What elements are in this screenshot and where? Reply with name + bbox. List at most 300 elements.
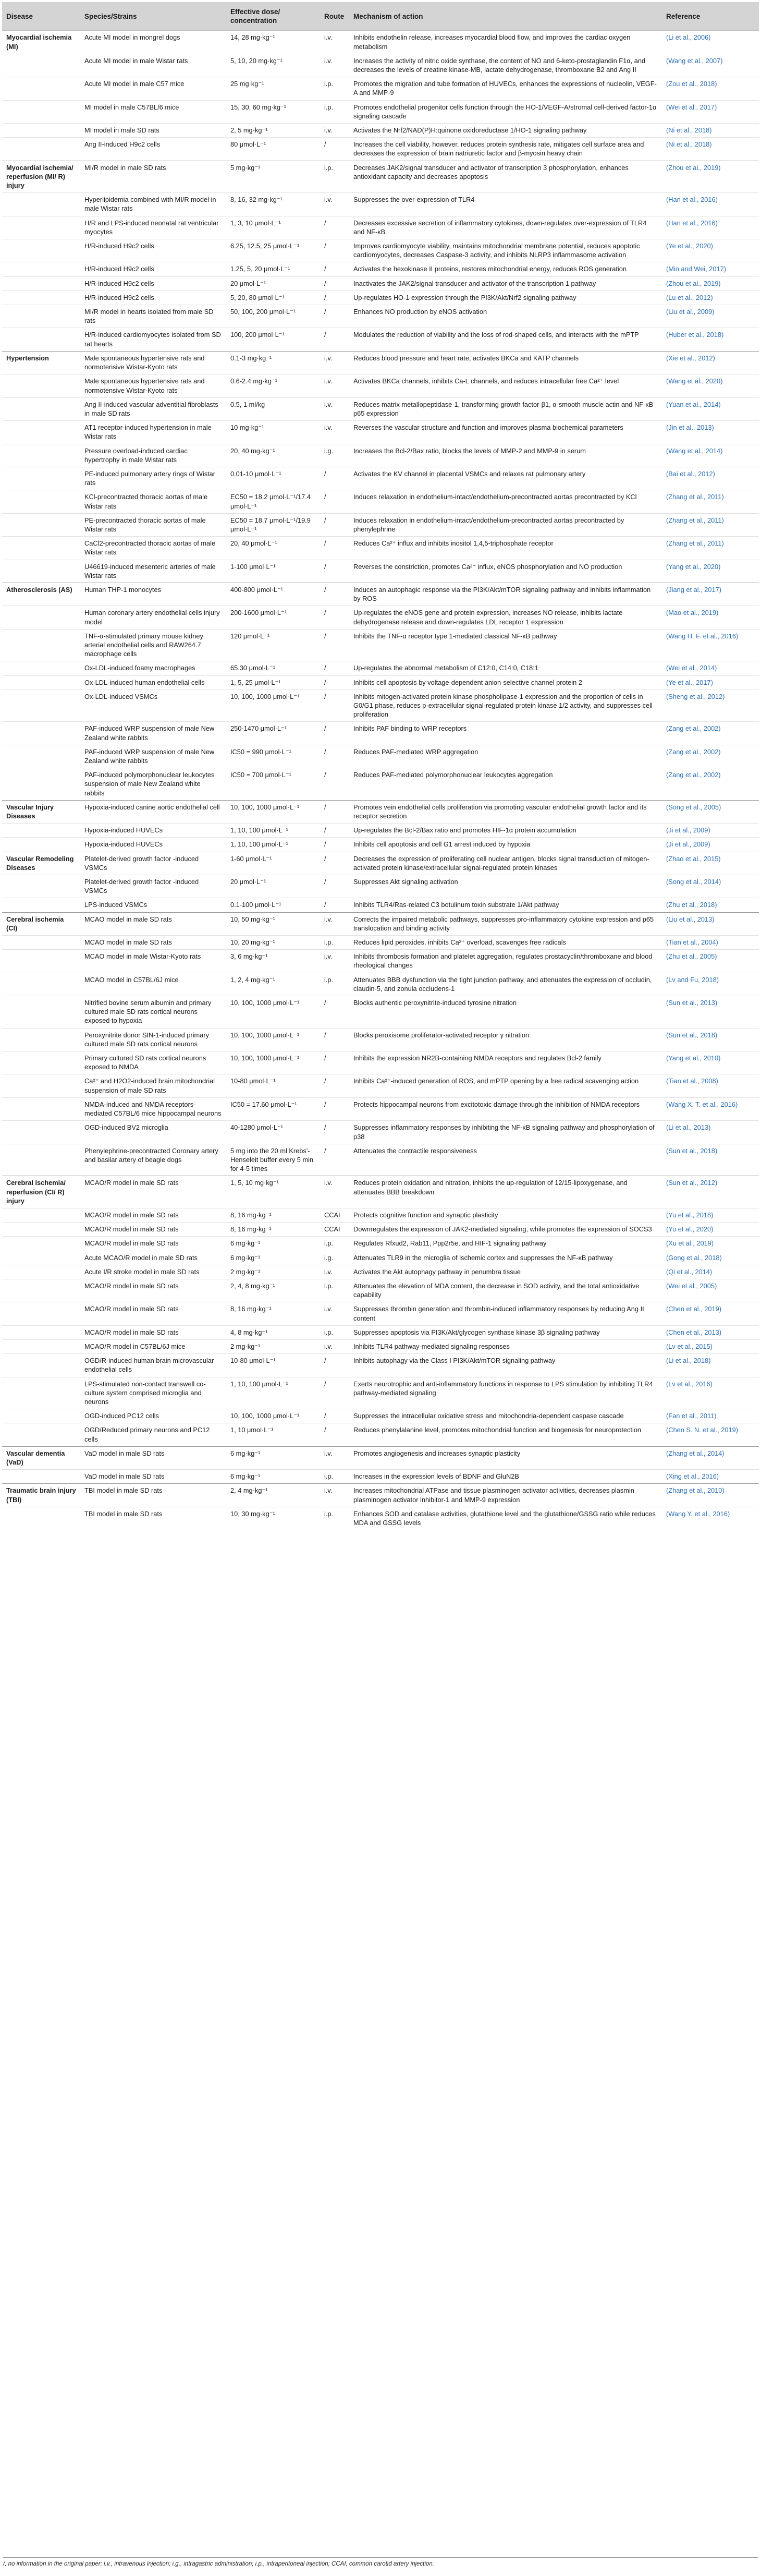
disease-cell: [2, 745, 80, 768]
dose-cell: 2, 5 mg·kg⁻¹: [230, 126, 268, 135]
reference-cell[interactable]: (Wang Y. et al., 2016): [666, 1509, 730, 1518]
dose-cell: 5, 20, 80 μmol·L⁻¹: [230, 293, 285, 301]
route-cell: /: [324, 1123, 326, 1132]
table-row: [2, 305, 759, 328]
species-cell: MI model in male SD rats: [84, 126, 159, 135]
disease-cell: Cerebral ischemia (CI): [6, 915, 64, 932]
reference-cell[interactable]: (Jin et al., 2013): [666, 424, 714, 432]
table-row: [2, 996, 759, 1029]
route-cell: i.v.: [324, 33, 333, 42]
route-cell: i.v.: [324, 1449, 333, 1457]
route-cell: /: [324, 803, 326, 811]
mechanism-cell: Blocks authentic peroxynitrite-induced tyrosine nitration: [353, 999, 517, 1007]
dose-cell: 10 mg·kg⁻¹: [230, 424, 264, 432]
mechanism-cell: Regulates Rfxud2, Rab11, Ppp2r5e, and HIF-1 signaling pathway: [353, 1239, 547, 1248]
disease-cell: Cerebral ischemia/ reperfusion (CI/ R) injury: [6, 1179, 66, 1205]
reference-cell[interactable]: (Wei et al., 2014): [666, 664, 717, 672]
reference-cell[interactable]: (Zhou et al., 2019): [666, 279, 721, 287]
mechanism-cell: Enhances SOD and catalase activities, glutathione level and the glutathione/GSSG ratio while reduces MDA and GSSG levels: [353, 1509, 656, 1527]
table-row: [2, 1377, 759, 1409]
mechanism-cell: Attenuates BBB dysfunction via the tight junction pathway, and attenuates the expression of occludin, claudin-5, and zonula occludens-1: [353, 975, 652, 993]
species-cell: Hypoxia-induced canine aortic endothelial cell: [84, 803, 220, 811]
reference-cell[interactable]: (Fan et al., 2011): [666, 1412, 717, 1420]
dose-cell: 20 μmol·L⁻¹: [230, 878, 266, 886]
reference-cell[interactable]: (Ye et al., 2020): [666, 242, 713, 250]
dose-cell: IC50 = 990 μmol·L⁻¹: [230, 747, 291, 756]
route-cell: i.v.: [324, 952, 333, 961]
species-cell: Acute MI model in male C57 mice: [84, 80, 185, 88]
dose-cell: 250-1470 μmol·L⁻¹: [230, 724, 287, 733]
route-cell: /: [324, 609, 326, 617]
disease-cell: [2, 1144, 80, 1176]
species-cell: MI model in male C57BL/6 mice: [84, 103, 179, 111]
reference-cell[interactable]: (Lv et al., 2016): [666, 1380, 713, 1388]
mechanism-cell: Reduces blood pressure and heart rate, activates BKCa and KATP channels: [353, 354, 579, 362]
table-row: [2, 875, 759, 898]
route-cell: /: [324, 469, 326, 478]
route-cell: CCAI: [324, 1225, 340, 1233]
route-cell: /: [324, 242, 326, 250]
table-row: [2, 745, 759, 768]
reference-cell[interactable]: (Min and Wei, 2017): [666, 265, 726, 273]
route-cell: i.v.: [324, 56, 333, 65]
table-row: [2, 161, 759, 193]
mechanism-cell: Inactivates the JAK2/signal transducer and activator of the transcription 1 pathway: [353, 279, 596, 287]
disease-cell: [2, 629, 80, 661]
mechanism-cell: Increases the Bcl-2/Bax ratio, blocks the levels of MMP-2 and MMP-9 in serum: [353, 446, 586, 455]
dose-cell: IC50 = 700 μmol·L⁻¹: [230, 771, 291, 779]
species-cell: PE-precontracted thoracic aortas of male Wistar rats: [84, 516, 206, 533]
disease-cell: [2, 1409, 80, 1423]
dose-cell: 0.5, 1 ml/kg: [230, 400, 265, 408]
route-cell: i.p.: [324, 1509, 334, 1518]
dose-cell: 1, 10, 100 μmol·L⁻¹: [230, 1380, 288, 1388]
species-cell: OGD-induced BV2 microglia: [84, 1123, 168, 1132]
mechanism-cell: Inhibits the TNF-α receptor type 1-mediated classical NF-κB pathway: [353, 632, 557, 640]
disease-cell: [2, 824, 80, 838]
table-row: [2, 100, 759, 123]
disease-cell: [2, 421, 80, 444]
reference-cell[interactable]: (Liu et al., 2013): [666, 915, 715, 923]
species-cell: OGD-induced PC12 cells: [84, 1412, 159, 1420]
species-cell: MI/R model in male SD rats: [84, 163, 166, 172]
disease-cell: Vascular dementia (VaD): [6, 1449, 65, 1466]
disease-cell: [2, 467, 80, 490]
route-cell: CCAI: [324, 1211, 340, 1219]
table-row: [2, 1302, 759, 1325]
mechanism-cell: Up-regulates HO-1 expression through the PI3K/Akt/Nrf2 signaling pathway: [353, 293, 576, 301]
dose-cell: 50, 100, 200 μmol·L⁻¹: [230, 308, 296, 316]
table-row: [2, 138, 759, 161]
disease-cell: [2, 1051, 80, 1074]
species-cell: MCAO/R model in male SD rats: [84, 1211, 179, 1219]
disease-cell: [2, 513, 80, 536]
mechanism-cell: Induces relaxation in endothelium-intact/endothelium-precontracted aortas precontracted by phenylephrine: [353, 516, 624, 533]
table-row: [2, 1325, 759, 1339]
disease-cell: [2, 1223, 80, 1237]
mechanism-cell: Increases the cell viability, however, reduces protein synthesis rate, mitigates cell surface area and decreases the expression of brain natriuretic factor and β-myosin heavy chain: [353, 140, 644, 158]
disease-cell: [2, 875, 80, 898]
route-cell: /: [324, 840, 326, 849]
table-row: [2, 1446, 759, 1469]
dose-cell: 400-800 μmol·L⁻¹: [230, 585, 283, 594]
reference-cell[interactable]: (Chen et al., 2019): [666, 1305, 721, 1313]
dose-cell: 1.25, 5, 20 μmol·L⁻¹: [230, 265, 290, 273]
route-cell: /: [324, 826, 326, 835]
table-row: [2, 216, 759, 239]
reference-cell[interactable]: (Yuan et al., 2014): [666, 400, 721, 408]
mechanism-cell: Enhances NO production by eNOS activation: [353, 308, 487, 316]
reference-cell[interactable]: (Chen et al., 2013): [666, 1328, 721, 1336]
mechanism-cell: Blocks peroxisome proliferator-activated receptor γ nitration: [353, 1031, 530, 1039]
reference-cell[interactable]: (Wang H. F. et al., 2016): [666, 632, 739, 640]
species-cell: MCAO model in C57BL/6J mice: [84, 975, 179, 984]
mechanism-cell: Promotes the migration and tube formation of HUVECs, enhances the expressions of nucleolin, VEGF-A and MMP-9: [353, 80, 657, 97]
reference-cell[interactable]: (Zhang et al., 2014): [666, 1449, 725, 1457]
reference-cell[interactable]: (Li et al., 2006): [666, 33, 711, 42]
mechanism-cell: Protects hippocampal neurons from excitotoxic damage through the inhibition of NMDA receptors: [353, 1100, 640, 1108]
species-cell: Human coronary artery endothelial cells injury model: [84, 609, 220, 626]
reference-cell[interactable]: (Ji et al., 2009): [666, 826, 710, 835]
disease-cell: [2, 193, 80, 216]
dose-cell: 40-1280 μmol·L⁻¹: [230, 1123, 283, 1132]
table-row: [2, 1176, 759, 1208]
reference-cell[interactable]: (Wang et al., 2007): [666, 56, 723, 65]
table-row: [2, 276, 759, 291]
table-row: [2, 1409, 759, 1423]
dose-cell: 65.30 μmol·L⁻¹: [230, 664, 275, 672]
dose-cell: 0.1-100 μmol·L⁻¹: [230, 901, 281, 909]
reference-cell[interactable]: (Zhang et al., 2011): [666, 516, 724, 524]
mechanism-cell: Increases in the expression levels of BDNF and GluN2B: [353, 1472, 519, 1481]
mechanism-cell: Increases mitochondrial ATPase and tissue plasminogen activator activities, decreases plasmin plasminogen activator inhibitor-1 and MMP-9 expression: [353, 1486, 634, 1504]
disease-cell: [2, 262, 80, 276]
reference-cell[interactable]: (Gong et al., 2018): [666, 1253, 722, 1262]
dose-cell: 10, 100, 1000 μmol·L⁻¹: [230, 1054, 300, 1062]
reference-cell[interactable]: (Sun et al., 2013): [666, 999, 718, 1007]
table-row: [2, 1237, 759, 1251]
table-row: [2, 262, 759, 276]
species-cell: Pressure overload-induced cardiac hypertrophy in male Wistar rats: [84, 446, 188, 464]
reference-cell[interactable]: (Zang et al., 2002): [666, 747, 721, 756]
species-cell: MCAO model in male Wistar-Kyoto rats: [84, 952, 201, 961]
reference-cell[interactable]: (Lu et al., 2012): [666, 293, 713, 301]
dose-cell: 20 μmol·L⁻¹: [230, 279, 266, 287]
dose-cell: 10, 100, 1000 μmol·L⁻¹: [230, 1031, 300, 1039]
mechanism-cell: Improves cardiomyocyte viability, maintains mitochondrial membrane potential, reduces apoptotic cardiomyocytes, decreases Caspase-3 activity, and inhibits NLRP3 inflammasome activation: [353, 242, 640, 259]
mechanism-cell: Attenuates the elevation of MDA content, the decrease in SOD activity, and the total antioxidative capability: [353, 1281, 640, 1299]
dose-cell: 80 μmol·L⁻¹: [230, 140, 266, 149]
route-cell: /: [324, 1357, 326, 1365]
route-cell: /: [324, 854, 326, 863]
species-cell: MCAO/R model in male SD rats: [84, 1305, 179, 1313]
species-cell: TBI model in male SD rats: [84, 1509, 163, 1518]
route-cell: /: [324, 219, 326, 227]
species-cell: H/R and LPS-induced neonatal rat ventricular myocytes: [84, 219, 219, 236]
table-footnote: /, no information in the original paper; i.v., intravenous injection; i.g., intragastric administration; i.p., intraperitoneal injection; CCAI, common carotid artery injection.: [3, 2557, 758, 2567]
disease-cell: [2, 397, 80, 420]
table-row: [2, 1223, 759, 1237]
species-cell: Ca²⁺ and H2O2-induced brain mitochondrial suspension of male SD rats: [84, 1077, 215, 1094]
reference-cell[interactable]: (Qi et al., 2014): [666, 1267, 713, 1276]
disease-cell: [2, 1339, 80, 1353]
route-cell: /: [324, 999, 326, 1007]
species-cell: H/R-induced H9c2 cells: [84, 279, 154, 287]
table-row: [2, 1251, 759, 1265]
reference-cell[interactable]: (Tian et al., 2004): [666, 938, 718, 947]
header-dose: Effective dose/ concentration: [226, 2, 320, 31]
reference-cell[interactable]: (Liu et al., 2009): [666, 308, 715, 316]
reference-cell[interactable]: (Xu et al., 2019): [666, 1239, 714, 1248]
reference-cell[interactable]: (Sheng et al., 2012): [666, 692, 725, 700]
table-row: [2, 675, 759, 690]
header-mechanism: Mechanism of action: [349, 2, 662, 31]
disease-cell: Traumatic brain injury (TBI): [6, 1486, 76, 1504]
mechanism-cell: Reduces phenylalanine level, promotes mitochondrial function and biogenesis for neuroprotection: [353, 1426, 642, 1434]
route-cell: /: [324, 1380, 326, 1388]
reference-cell[interactable]: (Yu et al., 2018): [666, 1211, 714, 1219]
reference-cell[interactable]: (Zang et al., 2002): [666, 771, 721, 779]
mechanism-cell: Decreases JAK2/signal transducer and activator of transcription 3 phosphorylation, enhances antioxidant capacity and decreases apoptosis: [353, 163, 629, 180]
mechanism-cell: Suppresses the intracellular oxidative stress and mitochondria-dependent caspase cascade: [353, 1412, 624, 1420]
disease-cell: [2, 560, 80, 583]
disease-cell: [2, 1208, 80, 1222]
reference-cell[interactable]: (Zhao et al., 2015): [666, 854, 721, 863]
table-row: [2, 490, 759, 513]
reference-cell[interactable]: (Wang et al., 2020): [666, 377, 723, 385]
reference-cell[interactable]: (Zhu et al., 2005): [666, 952, 717, 961]
dose-cell: 200-1600 μmol·L⁻¹: [230, 609, 287, 617]
route-cell: i.p.: [324, 1239, 334, 1248]
table-row: [2, 1484, 759, 1507]
mechanism-cell: Inhibits TLR4 pathway-mediated signaling responses: [353, 1342, 510, 1350]
reference-cell[interactable]: (Ni et al., 2018): [666, 126, 712, 135]
reference-cell[interactable]: (Song et al., 2005): [666, 803, 721, 811]
species-cell: Ang II-induced H9c2 cells: [84, 140, 161, 149]
species-cell: TBI model in male SD rats: [84, 1486, 163, 1495]
route-cell: i.v.: [324, 1486, 333, 1495]
disease-cell: [2, 1302, 80, 1325]
reference-cell[interactable]: (Bai et al., 2012): [666, 469, 715, 478]
species-cell: Male spontaneous hypertensive rats and normotensive Wistar-Kyoto rats: [84, 377, 205, 394]
reference-cell[interactable]: (Chen S. N. et al., 2019): [666, 1426, 738, 1434]
table-row: [2, 31, 759, 54]
dose-cell: 2, 4 mg·kg⁻¹: [230, 1486, 268, 1495]
reference-cell[interactable]: (Zang et al., 2002): [666, 724, 721, 733]
reference-cell[interactable]: (Sun et al., 2018): [666, 1146, 718, 1155]
reference-cell[interactable]: (Li et al., 2018): [666, 1357, 711, 1365]
route-cell: i.v.: [324, 1342, 333, 1350]
reference-cell[interactable]: (Yang et al., 2010): [666, 1054, 721, 1062]
mechanism-cell: Suppresses inflammatory responses by inhibiting the NF-κB signaling pathway and phosphorylation of p38: [353, 1123, 655, 1141]
reference-cell[interactable]: (Lv and Fu, 2018): [666, 975, 719, 984]
mechanism-cell: Reduces protein oxidation and nitration, inhibits the up-regulation of 12/15-lipoxygenase, and attenuates BBB breakdown: [353, 1179, 628, 1196]
disease-cell: [2, 100, 80, 123]
disease-cell: [2, 1251, 80, 1265]
mechanism-cell: Corrects the impaired metabolic pathways, suppresses pro-inflammatory cytokine expression and p65 translocation and binding activity: [353, 915, 654, 932]
disease-cell: [2, 374, 80, 397]
route-cell: i.v.: [324, 424, 333, 432]
table-row: [2, 1097, 759, 1120]
dose-cell: 4, 8 mg·kg⁻¹: [230, 1328, 268, 1336]
dose-cell: 2 mg·kg⁻¹: [230, 1342, 261, 1350]
reference-cell[interactable]: (Zhang et al., 2010): [666, 1486, 725, 1495]
disease-cell: [2, 239, 80, 262]
species-cell: MCAO/R model in C57BL/6J mice: [84, 1342, 186, 1350]
reference-cell[interactable]: (Sun et al., 2012): [666, 1179, 718, 1187]
reference-cell[interactable]: (Wei et al., 2005): [666, 1281, 717, 1290]
reference-cell[interactable]: (Li et al., 2013): [666, 1123, 711, 1132]
dose-cell: 6 mg·kg⁻¹: [230, 1472, 261, 1481]
disease-cell: [2, 54, 80, 77]
disease-cell: [2, 1265, 80, 1279]
route-cell: /: [324, 1031, 326, 1039]
mechanism-cell: Inhibits cell apoptosis by voltage-dependent anion-selective channel protein 2: [353, 678, 582, 686]
reference-cell[interactable]: (Zhang et al., 2011): [666, 539, 724, 548]
mechanism-cell: Inhibits the expression NR2B-containing NMDA receptors and regulates Bcl-2 family: [353, 1054, 602, 1062]
route-cell: /: [324, 539, 326, 548]
reference-cell[interactable]: (Xing et al., 2016): [666, 1472, 719, 1481]
mechanism-cell: Protects cognitive function and synaptic plasticity: [353, 1211, 498, 1219]
reference-cell[interactable]: (Han et al., 2016): [666, 219, 718, 227]
table-row: [2, 1279, 759, 1302]
reference-cell[interactable]: (Ye et al., 2017): [666, 678, 713, 686]
route-cell: /: [324, 308, 326, 316]
reference-cell[interactable]: (Wang et al., 2014): [666, 446, 723, 455]
dose-cell: 6.25, 12.5, 25 μmol·L⁻¹: [230, 242, 300, 250]
table-row: [2, 800, 759, 823]
route-cell: /: [324, 901, 326, 909]
reference-cell[interactable]: (Zhang et al., 2011): [666, 493, 724, 501]
table-row: [2, 1339, 759, 1353]
table-row: [2, 124, 759, 138]
species-cell: H/R-induced H9c2 cells: [84, 265, 154, 273]
reference-cell[interactable]: (Yu et al., 2020): [666, 1225, 714, 1233]
reference-cell[interactable]: (Zhu et al., 2018): [666, 901, 717, 909]
mechanism-cell: Activates the KV channel in placental VSMCs and relaxes rat pulmonary artery: [353, 469, 586, 478]
route-cell: i.p.: [324, 1281, 334, 1290]
route-cell: /: [324, 265, 326, 273]
table-row: [2, 560, 759, 583]
species-cell: MCAO/R model in male SD rats: [84, 1239, 179, 1248]
dose-cell: 6 mg·kg⁻¹: [230, 1253, 261, 1262]
table-row: [2, 1265, 759, 1279]
disease-cell: [2, 1279, 80, 1302]
species-cell: H/R-induced H9c2 cells: [84, 293, 154, 301]
route-cell: /: [324, 1146, 326, 1155]
reference-cell[interactable]: (Mao et al., 2019): [666, 609, 719, 617]
mechanism-cell: Exerts neurotrophic and anti-inflammatory functions in response to LPS stimulation by inhibiting TLR4 pathway-mediated signaling: [353, 1380, 653, 1397]
table-row: [2, 629, 759, 661]
mechanism-cell: Inhibits cell apoptosis and cell G1 arrest induced by hypoxia: [353, 840, 531, 849]
species-cell: MI/R model in hearts isolated from male SD rats: [84, 308, 214, 325]
reference-cell[interactable]: (Song et al., 2014): [666, 878, 721, 886]
dose-cell: 1-60 μmol·L⁻¹: [230, 854, 272, 863]
reference-cell[interactable]: (Jiang et al., 2017): [666, 585, 721, 594]
disease-cell: [2, 722, 80, 745]
route-cell: i.p.: [324, 80, 334, 88]
table-row: [2, 328, 759, 351]
dose-cell: 8, 16 mg·kg⁻¹: [230, 1211, 272, 1219]
disease-cell: Vascular Remodeling Diseases: [6, 854, 74, 872]
route-cell: i.p.: [324, 103, 334, 111]
dose-cell: 100, 200 μmol·L⁻¹: [230, 331, 285, 339]
disease-cell: [2, 276, 80, 291]
disease-cell: [2, 768, 80, 801]
table-row: [2, 374, 759, 397]
species-cell: H/R-induced cardiomyocytes isolated from SD rat hearts: [84, 331, 221, 348]
dose-cell: 8, 16 mg·kg⁻¹: [230, 1225, 272, 1233]
species-cell: Acute MI model in mongrel dogs: [84, 33, 180, 42]
mechanism-cell: Reduces PAF-mediated WRP aggregation: [353, 747, 478, 756]
reference-cell[interactable]: (Huber et al., 2018): [666, 331, 724, 339]
species-cell: AT1 receptor-induced hypertension in male Wistar rats: [84, 424, 212, 441]
table-row: [2, 898, 759, 912]
header-route: Route: [320, 2, 349, 31]
table-row: [2, 973, 759, 996]
route-cell: /: [324, 747, 326, 756]
reference-cell[interactable]: (Zou et al., 2018): [666, 80, 717, 88]
route-cell: i.v.: [324, 1179, 333, 1187]
species-cell: Phenylephrine-precontracted Coronary artery and basilar artery of beagle dogs: [84, 1146, 218, 1164]
reference-cell[interactable]: (Han et al., 2016): [666, 196, 718, 204]
reference-cell[interactable]: (Tian et al., 2008): [666, 1077, 718, 1085]
table-row: [2, 1354, 759, 1377]
species-cell: Platelet-derived growth factor -induced VSMCs: [84, 878, 199, 895]
mechanism-cell: Up-regulates the eNOS gene and protein expression, increases NO release, inhibits lactate dehydrogenase release and down-regulates LDL receptor 1 expression: [353, 609, 623, 626]
reference-cell[interactable]: (Sun et al., 2018): [666, 1031, 718, 1039]
reference-cell[interactable]: (Xie et al., 2012): [666, 354, 715, 362]
dose-cell: 10, 30 mg·kg⁻¹: [230, 1509, 275, 1518]
table-body: [2, 31, 759, 1530]
dose-cell: 20, 40 mg·kg⁻¹: [230, 446, 275, 455]
species-cell: MCAO model in male SD rats: [84, 915, 172, 923]
reference-cell[interactable]: (Zhou et al., 2019): [666, 163, 721, 172]
reference-cell[interactable]: (Ji et al., 2009): [666, 840, 710, 849]
dose-cell: 10, 100, 1000 μmol·L⁻¹: [230, 999, 300, 1007]
species-cell: Acute MCAO/R model in male SD rats: [84, 1253, 198, 1262]
route-cell: /: [324, 1100, 326, 1108]
species-cell: Ox-LDL-induced foamy macrophages: [84, 664, 195, 672]
reference-cell[interactable]: (Wang X. T. et al., 2016): [666, 1100, 738, 1108]
table-row: [2, 824, 759, 838]
route-cell: /: [324, 293, 326, 301]
disease-cell: [2, 661, 80, 675]
species-cell: PAF-induced polymorphonuclear leukocytes suspension of male New Zealand white rabbits: [84, 771, 215, 797]
route-cell: i.v.: [324, 1305, 333, 1313]
reference-cell[interactable]: (Wei et al., 2017): [666, 103, 717, 111]
mechanism-cell: Up-regulates the abnormal metabolism of C12:0, C14:0, C18:1: [353, 664, 538, 672]
route-cell: /: [324, 724, 326, 733]
mechanism-cell: Activates BKCa channels, inhibits Ca-L channels, and reduces intracellular free Ca²⁺ level: [353, 377, 619, 385]
route-cell: /: [324, 1426, 326, 1434]
species-cell: MCAO/R model in male SD rats: [84, 1328, 179, 1336]
table-row: [2, 537, 759, 560]
dose-cell: 3, 6 mg·kg⁻¹: [230, 952, 268, 961]
reference-cell[interactable]: (Yang et al., 2020): [666, 562, 721, 571]
mechanism-cell: Activates the hexokinase II proteins, restores mitochondrial energy, reduces ROS generation: [353, 265, 627, 273]
reference-cell[interactable]: (Ni et al., 2018): [666, 140, 712, 149]
disease-cell: [2, 936, 80, 950]
table-row: [2, 661, 759, 675]
species-cell: Acute MI model in male Wistar rats: [84, 56, 188, 65]
dose-cell: EC50 = 18.2 μmol·L⁻¹/17.4 μmol·L⁻¹: [230, 493, 311, 510]
route-cell: i.p.: [324, 975, 334, 984]
route-cell: /: [324, 1054, 326, 1062]
route-cell: /: [324, 771, 326, 779]
reference-cell[interactable]: (Lv et al., 2015): [666, 1342, 713, 1350]
species-cell: CaCl2-precontracted thoracic aortas of male Wistar rats: [84, 539, 216, 557]
